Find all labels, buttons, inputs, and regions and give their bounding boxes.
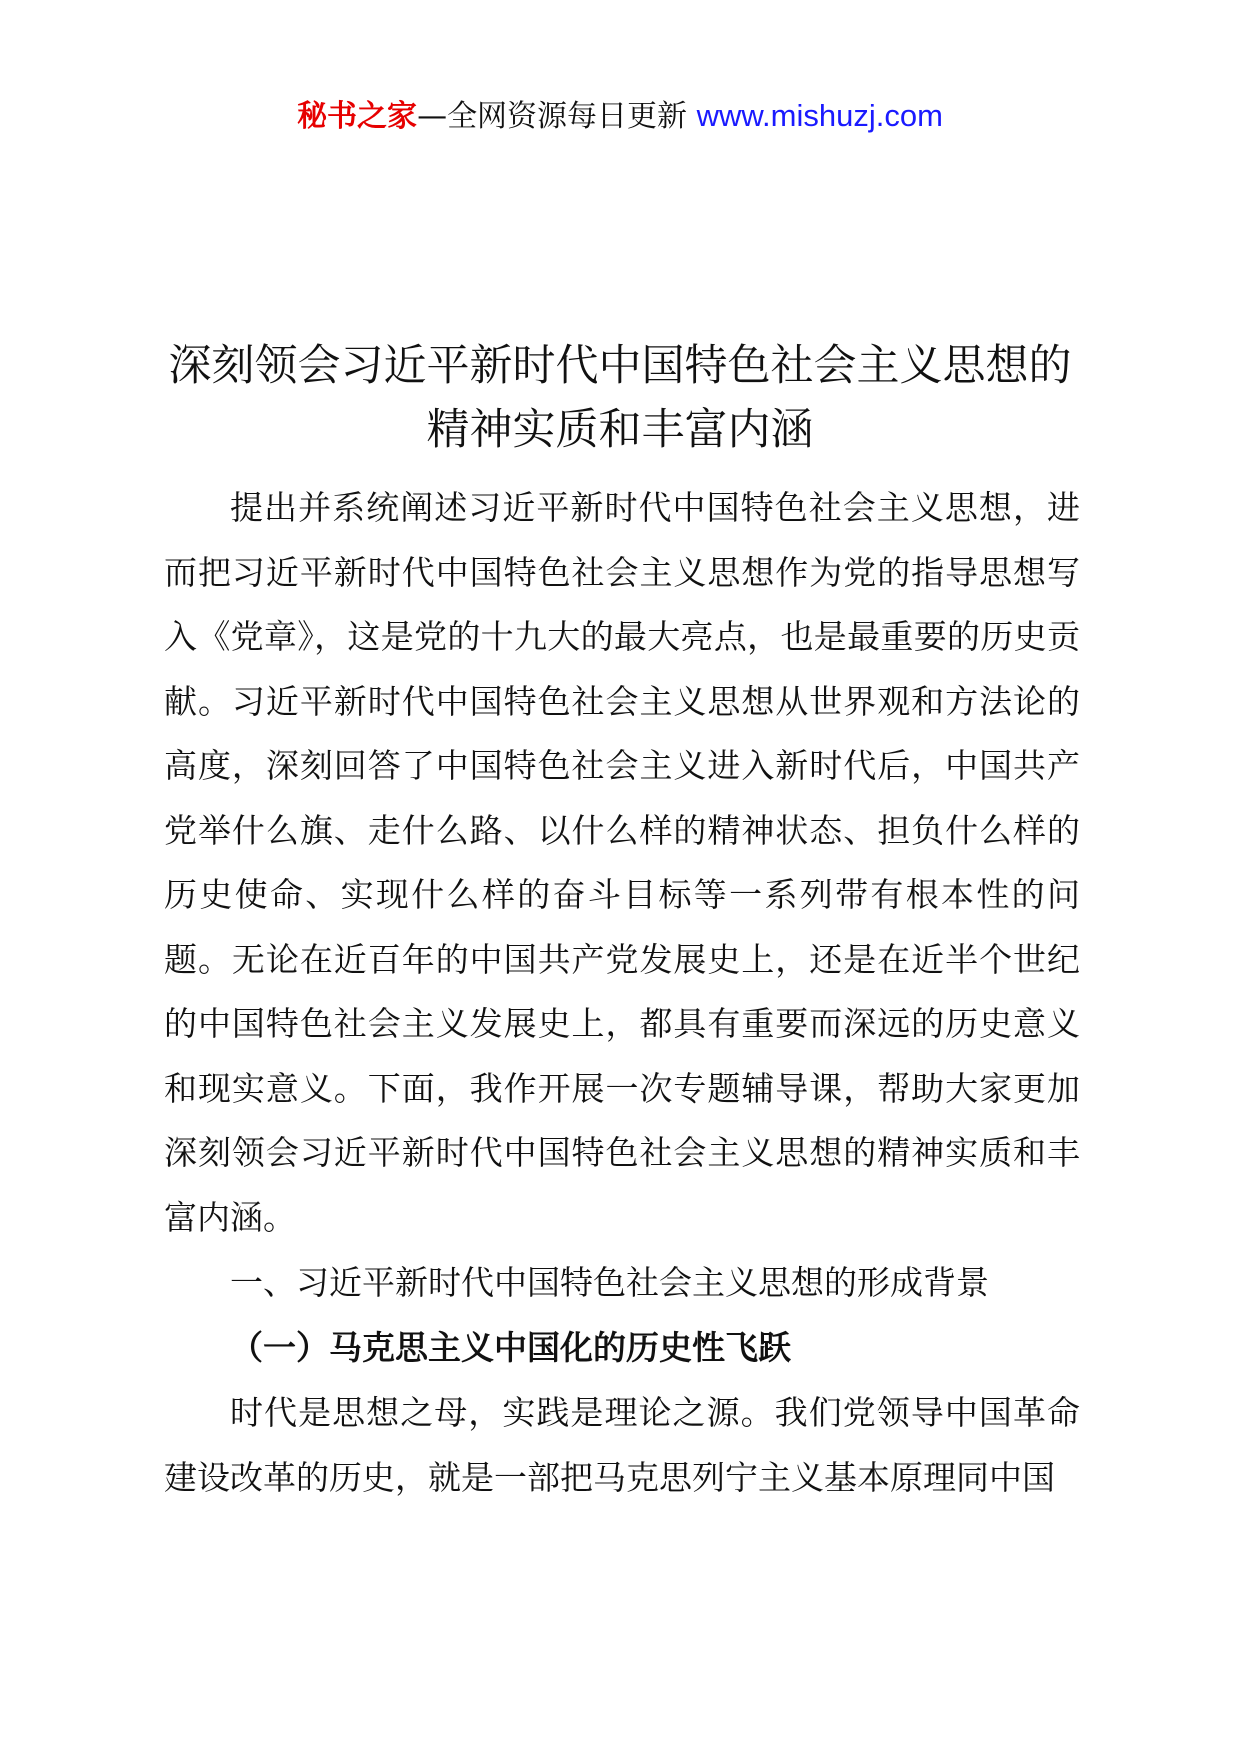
body-paragraph: 时代是思想之母，实践是理论之源。我们党领导中国革命建设改革的历史，就是一部把马克思列宁主义基本原理同中国	[164, 1393, 1080, 1497]
site-url[interactable]: www.mishuzj.com	[696, 98, 943, 133]
site-tagline: —全网资源每日更新	[417, 99, 697, 134]
intro-paragraph: 提出并系统阐述习近平新时代中国特色社会主义思想，进而把习近平新时代中国特色社会主义思想作为党的指导思想写入《党章》，这是党的十九大的最大亮点，也是最重要的历史贡献。习近平新时代中国特色社会主义思想从世界观和方法论的高度，深刻回答了中国特色社会主义进入新时代后，中国共产党举什么旗、走什么路、以什么样的精神状态、担负什么样的历史使命、实现什么样的奋斗目标等一系列带有根本性的问题。无论在近百年的中国共产党发展史上，还是在近半个世纪的中国特色社会主义发展史上，都具有重要而深远的历史意义和现实意义。下面，我作开展一次专题辅导课，帮助大家更加深刻领会习近平新时代中国特色社会主义思想的精神实质和丰富内涵。	[164, 488, 1080, 1237]
section-heading: 一、习近平新时代中国特色社会主义思想的形成背景	[230, 1263, 989, 1302]
document-title: 深刻领会习近平新时代中国特色社会主义思想的精神实质和丰富内涵	[168, 341, 1072, 455]
site-brand: 秘书之家	[297, 99, 418, 134]
subsection-heading: （一）马克思主义中国化的历史性飞跃	[230, 1328, 791, 1367]
site-header	[0, 96, 1240, 137]
